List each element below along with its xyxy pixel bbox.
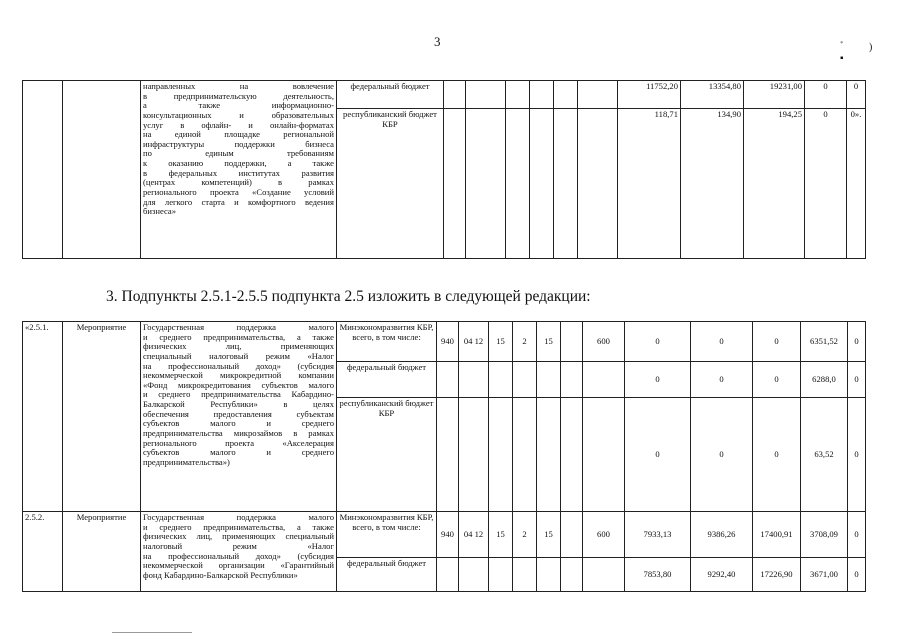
budget-table-continued: [22, 80, 866, 259]
target-code-1: 15: [489, 322, 513, 362]
value-cell: 0: [753, 322, 801, 362]
description-line: и среднего предпринимательства, а также: [143, 332, 334, 342]
description-line: в предпринимательскую деятельность,: [143, 91, 334, 101]
value-cell: 0: [848, 362, 866, 398]
grbs-code: 940: [437, 322, 459, 362]
value-cell: 19231,00: [744, 81, 805, 109]
description-line: некоммерческой микрокредитной компании: [143, 371, 334, 381]
value-cell: 0: [753, 362, 801, 398]
value-cell: 0: [691, 362, 753, 398]
description-line: на профессиональный доход» (субсидия: [143, 551, 334, 561]
value-cell: 0: [753, 398, 801, 512]
description-line: Государственная поддержка малого: [143, 323, 334, 332]
page-number: 3: [434, 34, 441, 49]
description-line: предпринимательства»): [143, 457, 230, 467]
grbs-code: 940: [437, 512, 459, 558]
event-description: [141, 81, 337, 259]
item-code: «2.5.1.: [23, 322, 63, 512]
value-cell: 194,25: [744, 109, 805, 259]
description-line: «Фонд микрокредитования субъектов малого: [143, 380, 334, 390]
target-code-3: 15: [537, 512, 561, 558]
funding-source: Минэкономразвития КБР, всего, в том числе:: [337, 322, 437, 362]
description-line: фонд Кабардино-Балкарской Республики»: [143, 570, 298, 580]
description-line: и среднего предпринимательства Кабардино-: [143, 390, 334, 400]
funding-source: Минэкономразвития КБР, всего, в том числе:: [337, 512, 437, 558]
value-cell: 0: [691, 322, 753, 362]
value-cell: 17226,90: [753, 558, 801, 592]
value-cell: 0».: [847, 109, 866, 259]
description-line: услуг в офлайн- и онлайн-форматах: [143, 120, 334, 130]
description-line: регионального проекта «Создание условий: [143, 187, 334, 197]
description-line: а также информационно-: [143, 101, 334, 111]
value-cell: 7933,13: [625, 512, 691, 558]
target-code-2: 2: [513, 322, 537, 362]
description-line: и среднего предпринимательства, а также: [143, 522, 334, 532]
description-line: в федеральных институтах развития: [143, 168, 334, 178]
description-line: обеспечения предоставления субъектам: [143, 409, 334, 419]
description-line: на профессиональный доход» (субсидия: [143, 361, 334, 371]
description-line: (центрах компетенций) в рамках: [143, 178, 334, 188]
target-code-1: 15: [489, 512, 513, 558]
item-type: Мероприятие: [63, 322, 141, 512]
description-line: субъектов малого и среднего: [143, 448, 334, 458]
value-cell: 0: [691, 398, 753, 512]
budget-table: [22, 321, 866, 592]
funding-source: республиканский бюджет КБР: [337, 109, 444, 259]
description-line: некоммерческой организации «Гарантийный: [143, 561, 334, 571]
value-cell: 0: [625, 322, 691, 362]
funding-source: республиканский бюджет КБР: [337, 398, 437, 512]
section-heading: 3. Подпункты 2.5.1-2.5.5 подпункта 2.5 изложить в следующей редакции:: [106, 288, 591, 305]
section-code: 04 12: [459, 512, 489, 558]
value-cell: 0: [805, 81, 847, 109]
item-type: Мероприятие: [63, 512, 141, 592]
description-line: специальный налоговый режим «Налог: [143, 351, 334, 361]
description-line: на единой площадке региональной: [143, 130, 334, 140]
code-cell: [23, 81, 63, 259]
description-line: консультационных и образовательных: [143, 110, 334, 120]
value-cell: 0: [848, 558, 866, 592]
value-cell: 6288,0: [801, 362, 848, 398]
expense-type-code: 600: [583, 512, 625, 558]
value-cell: 11752,20: [618, 81, 681, 109]
funding-source: федеральный бюджет: [337, 81, 444, 109]
target-code-2: 2: [513, 512, 537, 558]
value-cell: 118,71: [618, 109, 681, 259]
section-code: 04 12: [459, 322, 489, 362]
value-cell: 3708,09: [801, 512, 848, 558]
value-cell: 17400,91: [753, 512, 801, 558]
description-line: к оказанию поддержки, а также: [143, 159, 334, 168]
value-cell: 0: [848, 512, 866, 558]
item-code: 2.5.2.: [23, 512, 63, 592]
type-cell: [63, 81, 141, 259]
description-line: физических лиц, применяющих: [143, 342, 334, 352]
event-description: [141, 322, 337, 512]
value-cell: 9386,26: [691, 512, 753, 558]
expense-type-code: 600: [583, 322, 625, 362]
description-line: регионального проекта «Акселерация: [143, 438, 334, 448]
value-cell: 0: [848, 398, 866, 512]
value-cell: 0: [848, 322, 866, 362]
description-line: предпринимательства микрозаймов в рамках: [143, 428, 334, 438]
funding-source: федеральный бюджет: [337, 558, 437, 592]
event-description: [141, 512, 337, 592]
value-cell: 9292,40: [691, 558, 753, 592]
target-code-3: 15: [537, 322, 561, 362]
value-cell: 0: [847, 81, 866, 109]
corner-mark: ﾞ) ▪: [840, 42, 897, 64]
value-cell: 134,90: [681, 109, 744, 259]
funding-source: федеральный бюджет: [337, 362, 437, 398]
value-cell: 0: [625, 398, 691, 512]
value-cell: 0: [625, 362, 691, 398]
description-line: налоговый режим «Налог: [143, 541, 334, 551]
footer-rule: [112, 632, 192, 633]
description-line: направленных на вовлечение: [143, 82, 334, 91]
value-cell: 13354,80: [681, 81, 744, 109]
value-cell: 6351,52: [801, 322, 848, 362]
description-line: по единым требованиям: [143, 149, 334, 159]
description-line: Государственная поддержка малого: [143, 513, 334, 522]
value-cell: 3671,00: [801, 558, 848, 592]
description-line: субъектов малого и среднего: [143, 419, 334, 429]
value-cell: 0: [805, 109, 847, 259]
description-line: Балкарской Республики» в целях: [143, 400, 334, 409]
description-line: бизнеса»: [143, 207, 177, 217]
value-cell: 7853,80: [625, 558, 691, 592]
description-line: инфраструктуры поддержки бизнеса: [143, 139, 334, 149]
value-cell: 63,52: [801, 398, 848, 512]
description-line: физических лиц, применяющих специальный: [143, 532, 334, 542]
description-line: для легкого старта и комфортного ведения: [143, 197, 334, 207]
